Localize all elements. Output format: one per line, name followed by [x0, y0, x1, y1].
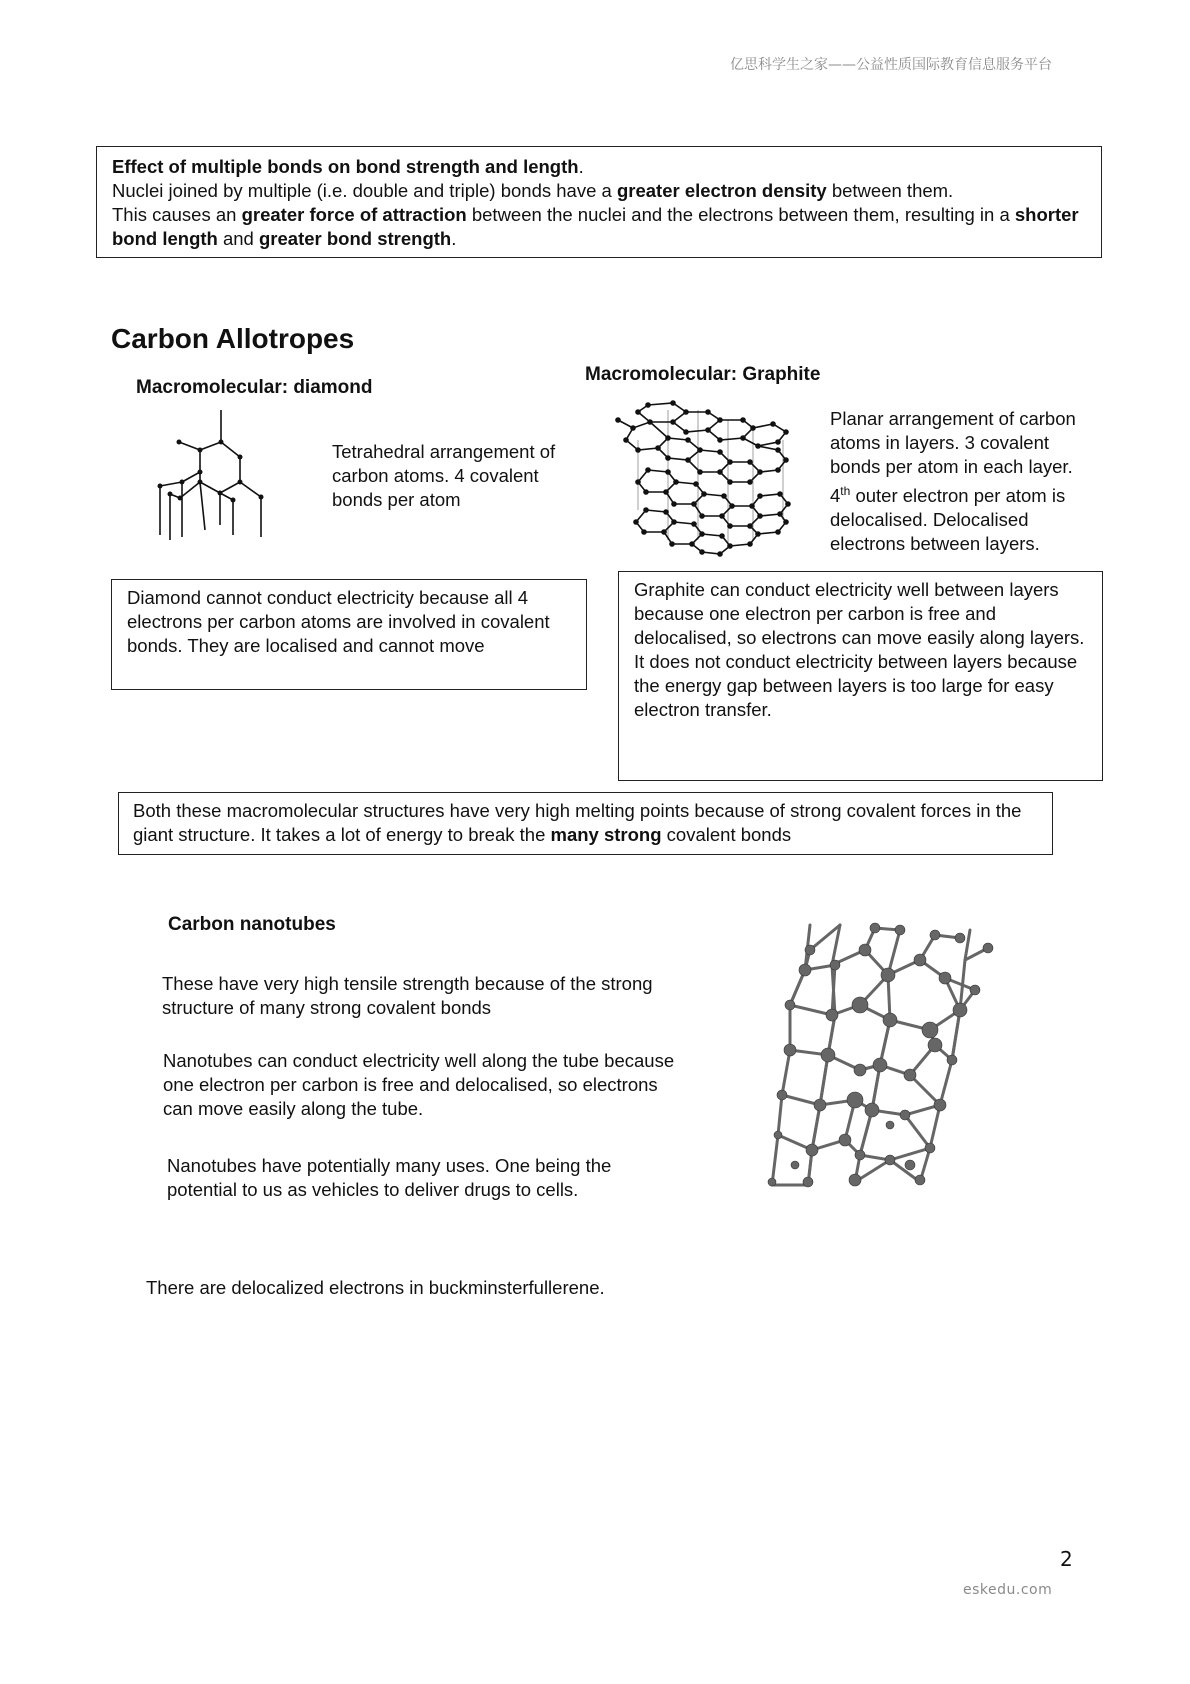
graphite-heading: Macromolecular: Graphite [585, 364, 821, 385]
page-number: 2 [1060, 1547, 1073, 1571]
header-site-text: 亿思科学生之家——公益性质国际教育信息服务平台 [730, 57, 1052, 73]
multiple-bonds-title: Effect of multiple bonds on bond strength and length. [112, 156, 584, 177]
nanotubes-heading: Carbon nanotubes [168, 914, 336, 935]
nanotube-structure-diagram [760, 920, 1010, 1190]
diamond-description: Tetrahedral arrangement of carbon atoms. 4 covalent bonds per atom [332, 441, 556, 510]
nanotubes-conduct-text: Nanotubes can conduct electricity well along the tube because one electron per carbon is free and delocalised, so electrons can move easily along the tube. [163, 1050, 675, 1119]
graphite-conduct-p2: It does not conduct electricity between layers because the energy gap between layers is too large for easy electron transfer. [634, 651, 1078, 720]
nanotubes-uses-text: Nanotubes have potentially many uses. One being the potential to us as vehicles to deliver drugs to cells. [167, 1155, 612, 1200]
melting-points-box [118, 792, 1053, 855]
diamond-heading: Macromolecular: diamond [136, 377, 373, 398]
diamond-conduct-text: Diamond cannot conduct electricity because all 4 electrons per carbon atoms are involved in covalent bonds. They are localised and cannot move [127, 587, 550, 656]
graphite-conduct-box [618, 571, 1103, 781]
footer-site: eskedu.com [963, 1582, 1053, 1598]
graphite-structure-diagram [618, 400, 804, 556]
diamond-structure-diagram [160, 410, 280, 540]
multiple-bonds-box [96, 146, 1102, 258]
buckminsterfullerene-text: There are delocalized electrons in buckminsterfullerene. [146, 1277, 605, 1298]
graphite-description: Planar arrangement of carbon atoms in layers. 3 covalent bonds per atom in each layer. 4th outer electron per atom is delocalised. Delocalised electrons between layers. [830, 408, 1076, 555]
multiple-bonds-line1: Nuclei joined by multiple (i.e. double and triple) bonds have a greater electron density between them. [112, 180, 954, 201]
melting-points-text: Both these macromolecular structures have very high melting points because of strong covalent forces in the giant structure. It takes a lot of energy to break the many strong covalent bonds [133, 800, 1022, 845]
nanotubes-strength-text: These have very high tensile strength because of the strong structure of many strong covalent bonds [162, 973, 653, 1018]
section-title: Carbon Allotropes [111, 323, 355, 354]
graphite-conduct-p1: Graphite can conduct electricity well between layers because one electron per carbon is free and delocalised, so electrons can move easily along layers. [634, 579, 1085, 648]
multiple-bonds-line2: This causes an greater force of attraction between the nuclei and the electrons between them, resulting in a shorter bond length and greater bond strength. [112, 204, 1079, 249]
diamond-conduct-box [111, 579, 587, 690]
